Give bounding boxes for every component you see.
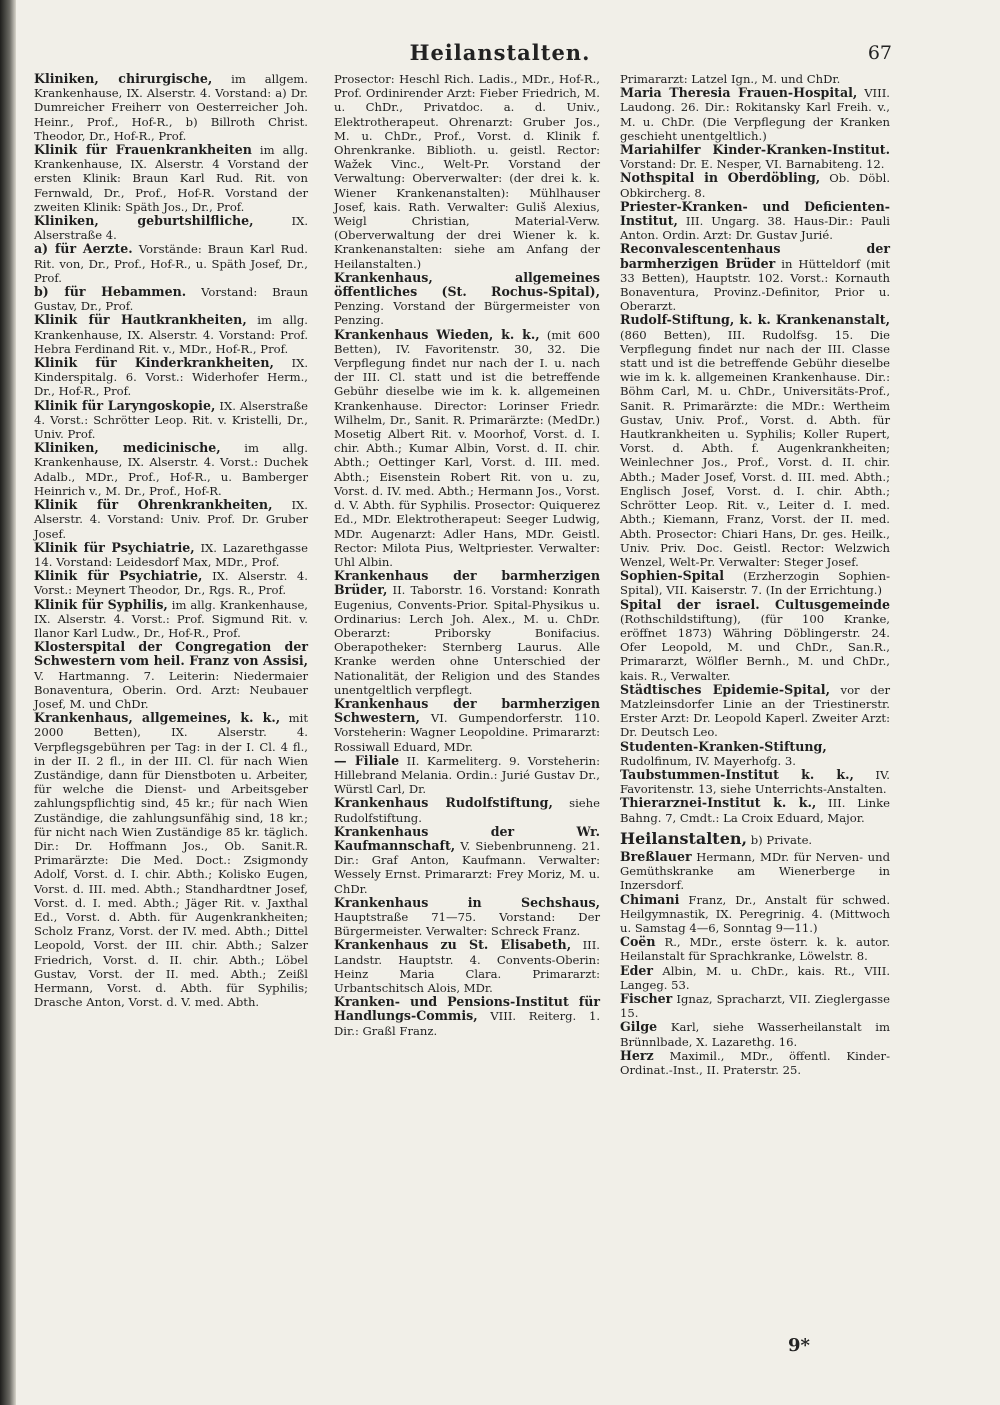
entry-heading: Krankenhaus Wieden, k. k.,: [334, 326, 540, 342]
directory-entry: [620, 683, 890, 740]
entry-text: Ob. Döbl. Obkircherg. 8.: [620, 171, 891, 200]
entry-heading: Krankenhaus, allgemeines öffentliches (St. Rochus-Spital),: [334, 269, 600, 300]
entry-text: Karl, siehe Wasserheilanstalt im Brünnlbade, X. Lazarethg. 16.: [620, 1020, 891, 1049]
entry-heading: Spital der israel. Cultusgemeinde: [620, 596, 890, 612]
directory-entry: [620, 850, 890, 893]
directory-entry: [620, 242, 890, 313]
entry-heading: Krankenhaus in Sechshaus,: [334, 894, 600, 910]
directory-entry: [620, 171, 890, 199]
entry-text: Vorstand: Dr. E. Nesper, VI. Barnabiteng. 12.: [620, 157, 885, 172]
directory-entry: [34, 399, 308, 442]
directory-entry: [34, 313, 308, 356]
entry-heading: Heilanstalten,: [620, 828, 748, 848]
directory-entry: [34, 214, 308, 242]
entry-text: III. Landstr. Hauptstr. 4. Convents-Oberin: Heinz Maria Clara. Primararzt: Urbantschitsch Alois, MDr.: [334, 938, 600, 995]
entry-text: III. Ungarg. 38. Haus-Dir.: Pauli Anton. Ordin. Arzt: Dr. Gustav Jurié.: [620, 214, 891, 243]
directory-entry: [334, 754, 600, 797]
entry-text: b) Private.: [750, 832, 813, 847]
entry-heading: Herz: [620, 1047, 654, 1063]
text-column-middle: [334, 72, 600, 1038]
directory-entry: [620, 768, 890, 796]
entry-text: IX. Alserstraße 4.: [34, 214, 309, 243]
directory-entry: [34, 356, 308, 399]
entry-heading: Städtisches Epidemie-Spital,: [620, 681, 830, 697]
entry-heading: Krankenhaus zu St. Elisabeth,: [334, 937, 572, 953]
directory-entry: [620, 740, 890, 768]
directory-entry: [34, 541, 308, 569]
directory-entry: [334, 697, 600, 754]
directory-entry: [620, 143, 890, 171]
entry-text: Vorstände: Braun Karl Rud. Rit. von, Dr., Prof., Hof-R., u. Späth Josef, Dr., Prof.: [34, 242, 308, 285]
entry-heading: Chimani: [620, 891, 680, 907]
directory-entry: [34, 72, 308, 143]
entry-text: im allg. Krankenhause, IX. Alserstr. 4. Vorst.: Duchek Adalb., MDr., Prof., Hof-R., u. Bamberger Heinrich v., M. Dr., Prof., Hof-R.: [34, 441, 308, 498]
entry-heading: Studenten-Kranken-Stiftung,: [620, 738, 827, 754]
directory-entry: [34, 711, 308, 1009]
entry-text: II. Karmeliterg. 9. Vorsteherin: Hillebrand Melania. Ordin.: Jurié Gustav Dr., Würstl Carl, Dr.: [334, 753, 600, 797]
text-column-left: [34, 72, 308, 1009]
entry-text: V. Hartmanng. 7. Leiterin: Niedermaier Bonaventura, Oberin. Ord. Arzt: Neubauer Josef, M. und ChDr.: [34, 668, 308, 711]
entry-heading: — Filiale: [334, 752, 400, 768]
entry-text: IX. Alserstraße 4. Vorst.: Schrötter Leop. Rit. v. Kristelli, Dr., Univ. Prof.: [34, 398, 308, 442]
entry-heading: Breßlauer: [620, 848, 692, 864]
directory-entry: [334, 271, 600, 328]
entry-heading: Priester-Kranken- und Deficienten-Institut,: [620, 198, 890, 229]
entry-heading: Reconvalescentenhaus der barmherzigen Brüder: [620, 241, 890, 271]
entry-heading: Krankenhaus der Wr. Kaufmannschaft,: [334, 823, 600, 853]
directory-entry: [620, 1020, 890, 1048]
directory-entry: [620, 598, 890, 683]
directory-entry: [334, 569, 600, 697]
entry-text: Penzing. Vorstand der Bürgermeister von Penzing.: [334, 299, 600, 328]
directory-entry: [34, 569, 308, 597]
entry-text: III. Linke Bahng. 7, Cmdt.: La Croix Eduard, Major.: [620, 796, 890, 825]
signature-mark: 9*: [788, 1335, 810, 1356]
entry-text: IV. Favoritenstr. 13, siehe Unterrichts-Anstalten.: [620, 767, 890, 797]
directory-entry: [334, 995, 600, 1038]
directory-entry: [620, 893, 890, 936]
entry-text: vor der Matzleinsdorfer Linie an der Triestinerstr. Erster Arzt: Dr. Leopold Kaperl. Zweiter Arzt: Dr. Deutsch Leo.: [620, 682, 890, 740]
entry-heading: Kranken- und Pensions-Institut für Handlungs-Commis,: [334, 994, 600, 1024]
book-gutter: [0, 0, 16, 1405]
entry-heading: Klinik für Frauenkrankheiten: [34, 142, 252, 158]
entry-text: V. Siebenbrunneng. 21. Dir.: Graf Anton, Kaufmann. Verwalter: Wessely Ernst. Primararzt: Frey Moriz, M. u. ChDr.: [334, 838, 601, 896]
directory-entry: [334, 938, 600, 995]
entry-heading: Krankenhaus Rudolfstiftung,: [334, 795, 553, 811]
entry-heading: Klinik für Ohrenkrankheiten,: [34, 497, 273, 513]
page-number: 67: [867, 42, 892, 64]
directory-entry: [34, 640, 308, 711]
entry-text: mit 2000 Betten), IX. Alserstr. 4. Verpflegsgebühren per Tag: in der I. Cl. 4 fl., in der II. 2 fl., in der III. Cl. für nach Wien Zuständige, dann für Dienstboten u. Arbeiter, für welche die Dienst- und Arbeitsgeber zahlungspflichtig sind, 45 kr.; für nach Wien Zuständige, die zahlungsunfähig sind, 18 kr.; für nicht nach Wien Zuständige 85 kr. täglich. Dir.: Dr. Hoffmann Jos., Ob. Sanit.R. Primarärzte: Die Med. Doct.: Zsigmondy Adolf, Vorst. d. I. chir. Abth.; Kolisko Eugen, Vorst. d. III. med. Abth.; Standhardtner Josef, Vorst. d. I. med. Abth.; Jäger Rit. v. Jaxthal Ed., Vorst. d. Abth. für Augenkrankheiten; Scholz Franz, Vorst. der IV. med. Abth.; Dittel Leopold, Vorst. der III. chir. Abth.; Salzer Friedrich, Vorst. d. II. chir. Abth.; Löbel Gustav, Vorst. der II. med. Abth.; Zeißl Hermann, Vorst. d. Abth. für Syphilis; Drasche Anton, Vorst. d. V. med. Abth.: [34, 711, 308, 1010]
entry-text: im allg. Krankenhause, IX. Alserstr. 4. Vorstand: Prof. Hebra Ferdinand Rit. v., MDr., Hof-R., Prof.: [34, 313, 308, 356]
entry-heading: Klosterspital der Congregation der Schwestern vom heil. Franz von Assisi,: [34, 639, 308, 669]
entry-heading: Mariahilfer Kinder-Kranken-Institut.: [620, 142, 890, 158]
directory-entry: [620, 964, 890, 992]
entry-heading: Maria Theresia Frauen-Hospital,: [620, 85, 858, 101]
entry-heading: Nothspital in Oberdöbling,: [620, 170, 821, 186]
directory-entry: [620, 569, 890, 597]
entry-heading: Kliniken, medicinische,: [34, 440, 221, 456]
directory-entry: [334, 796, 600, 824]
entry-heading: a) für Aerzte.: [34, 241, 133, 257]
entry-heading: b) für Hebammen.: [34, 284, 187, 300]
entry-text: VIII. Laudong. 26. Dir.: Rokitansky Karl Freih. v., M. u. ChDr. (Die Verpflegung der Kranken geschieht unentgeltlich.): [620, 86, 890, 143]
entry-heading: Thierarznei-Institut k. k.,: [620, 795, 817, 811]
entry-text: (860 Betten), III. Rudolfsg. 15. Die Verpflegung findet nur nach der III. Classe statt und ist die betreffende Gebühr dieselbe wie im k. k. allgemeinen Krankenhause. Dir.: Böhm Carl, M. u. ChDr., Universitäts-Prof., Sanit. R. Primarärzte: die MDr.: Wertheim Gustav, Univ. Prof., Vorst. d. Abth. für Hautkrankheiten u. Syphilis; Koller Rupert, Vorst. d. Abth. f. Augenkrankheiten; Weinlechner Jos., Prof., Vorst. d. II. chir. Abth.; Mader Josef, Vorst. d. III. med. Abth.; Englisch Josef, Vorst. d. I. chir. Abth.; Schrötter Leop. Rit. v., Leiter d. I. med. Abth.; Kiemann, Franz, Vorst. der II. med. Abth. Prosector: Chiari Hans, Dr. ges. Heilk., Univ. Priv. Doc. Geistl. Rector: Welzwich Wenzel, Welt-Pr. Verwalter: Steger Josef.: [620, 327, 890, 569]
entry-heading: Klinik für Laryngoskopie,: [34, 397, 216, 413]
entry-heading: Sophien-Spital: [620, 568, 725, 584]
entry-text: (mit 600 Betten), IV. Favoritenstr. 30, 32. Die Verpflegung findet nur nach der I. u. nach der III. Cl. statt und ist die betreffende Gebühr dieselbe wie im k. k. allgemeinen Krankenhause. Director: Lorinser Friedr. Wilhelm, Dr., Sanit. R. Primarärzte: (MedDr.) Mosetig Albert Rit. v. Moorhof, Vorst. d. I. chir. Abth.; Kumar Albin, Vorst. d. II. chir. Abth.; Oettinger Karl, Vorst. d. III. med. Abth.; Eisenstein Robert Rit. von u. zu, Vorst. d. IV. med. Abth.; Hermann Jos., Vorst. d. V. Abth. für Syphilis. Prosector: Quiquerez Ed., MDr. Elektrotherapeut: Seeger Ludwig, MDr. Augenarzt: Adler Hans, MDr. Geistl. Rector: Milota Pius, Weltpriester. Verwalter: Uhl Albin.: [334, 327, 600, 569]
entry-heading: Coën: [620, 934, 656, 950]
entry-heading: Eder: [620, 962, 654, 978]
text-column-right: [620, 72, 890, 1077]
entry-heading: Taubstummen-Institut k. k.,: [620, 766, 854, 782]
entry-text: im allg. Krankenhause, IX. Alserstr. 4. Vorst.: Prof. Sigmund Rit. v. Ilanor Karl Ludw., Dr., Hof-R., Prof.: [34, 597, 308, 640]
entry-text: Vorstand: Braun Gustav, Dr., Prof.: [34, 285, 309, 314]
section-heading: [620, 828, 890, 848]
directory-entry: [620, 200, 890, 243]
entry-heading: Fischer: [620, 991, 673, 1006]
entry-text: R., MDr., erste österr. k. k. autor. Heilanstalt für Sprachkranke, Löwelstr. 8.: [620, 935, 890, 964]
entry-heading: Klinik für Syphilis,: [34, 596, 168, 612]
entry-text: IX. Alserstr. 4. Vorst.: Meynert Theodor, Dr., Rgs. R., Prof.: [34, 569, 308, 598]
entry-text: Hermann, MDr. für Nerven- und Gemüthskranke am Wienerberge in Inzersdorf.: [620, 849, 891, 893]
directory-entry: [34, 285, 308, 313]
entry-text: Ignaz, Spracharzt, VII. Zieglergasse 15.: [620, 992, 890, 1021]
entry-heading: Klinik für Psychiatrie,: [34, 568, 203, 584]
directory-entry: [334, 896, 600, 939]
entry-text: IX. Alserstr. 4. Vorstand: Univ. Prof. Dr. Gruber Josef.: [34, 498, 308, 541]
entry-text: (Rothschildstiftung), (für 100 Kranke, eröffnet 1873) Währing Döblingerstr. 24. Ofer Leopold, M. und ChDr., San.R., Primararzt, Wölfler Bernh., M. und ChDr., kais. R., Verwalter.: [620, 611, 890, 683]
directory-entry: [334, 825, 600, 896]
entry-text: Franz, Dr., Anstalt für schwed. Heilgymnastik, IX. Peregrinig. 4. (Mittwoch u. Samstag 4—6, Sonntag 9—11.): [620, 892, 891, 935]
directory-entry: [34, 441, 308, 498]
running-header: [0, 40, 1000, 70]
directory-entry: [620, 796, 890, 824]
entry-heading: Krankenhaus, allgemeines, k. k.,: [34, 710, 281, 726]
entry-heading: Klinik für Kinderkrankheiten,: [34, 355, 274, 371]
directory-entry: [334, 72, 600, 271]
entry-text: IX. Lazarethgasse 14. Vorstand: Leidesdorf Max, MDr., Prof.: [34, 540, 308, 569]
entry-heading: Klinik für Psychiatrie,: [34, 539, 195, 555]
entry-heading: Rudolf-Stiftung, k. k. Krankenanstalt,: [620, 312, 890, 328]
entry-text: Maximil., MDr., öffentl. Kinder-Ordinat.-Inst., II. Praterstr. 25.: [620, 1048, 890, 1078]
entry-text: II. Taborstr. 16. Vorstand: Konrath Eugenius, Convents-Prior. Spital-Physikus u. Ordinarius: Lerch Joh. Alex., M. u. ChDr. Oberarzt: Priborsky Bonifacius. Oberapotheker: Sternberg Laurus. Alle Kranke werden ohne Unterschied der Nationalität, der Religion und des Standes unentgeltlich verpflegt.: [334, 583, 601, 697]
directory-entry: [34, 598, 308, 641]
directory-entry: [620, 1049, 890, 1077]
entry-text: (Erzherzogin Sophien-Spital), VII. Kaiserstr. 7. (In der Errichtung.): [620, 569, 890, 598]
directory-entry: [620, 86, 890, 143]
entry-text: IX. Kinderspitalg. 6. Vorst.: Widerhofer Herm., Dr., Hof-R., Prof.: [34, 356, 309, 399]
entry-text: VIII. Reiterg. 1. Dir.: Graßl Franz.: [334, 1009, 600, 1038]
entry-text: Primararzt: Latzel Ign., M. und ChDr.: [620, 72, 841, 86]
entry-text: Hauptstraße 71—75. Vorstand: Der Bürgermeister. Verwalter: Schreck Franz.: [334, 909, 600, 939]
directory-entry: [34, 498, 308, 541]
entry-heading: Kliniken, geburtshilfliche,: [34, 213, 254, 229]
entry-text: im allg. Krankenhause, IX. Alserstr. 4 Vorstand der ersten Klinik: Braun Karl Rud. Rit. von Fernwald, Dr., Prof., Hof-R. Vorstand der zweiten Klinik: Späth Jos., Dr., Prof.: [34, 143, 309, 214]
entry-heading: Gilge: [620, 1019, 658, 1035]
entry-heading: Klinik für Hautkrankheiten,: [34, 312, 247, 328]
directory-entry: [34, 143, 308, 214]
directory-entry: [620, 72, 890, 86]
entry-text: Albin, M. u. ChDr., kais. Rt., VIII. Langeg. 53.: [620, 963, 891, 992]
entry-text: im allgem. Krankenhause, IX. Alserstr. 4. Vorstand: a) Dr. Dumreicher Freiherr von Oesterreicher Joh. Heinr., Prof., Hof-R., b) Billroth Christ. Theodor, Dr., Hof-R., Prof.: [34, 72, 308, 143]
entry-text: Prosector: Heschl Rich. Ladis., MDr., Hof-R., Prof. Ordinirender Arzt: Fieber Friedrich, M. u. ChDr., Privatdoc. a. d. Univ., Elektrotherapeut. Ohrenarzt: Gruber Jos., M. u. ChDr., Prof., Vorst. d. Klinik f. Ohrenkranke. Biblioth. u. geistl. Rector: Wažek Vinc., Welt-Pr. Vorstand der Verwaltung: Oberverwalter: (der drei k. k. Wiener Krankenanstalten): Mühlhauser Josef, kais. Rath. Verwalter: Guliš Alexius, Weigl Christian, Material-Verw. (Oberverwaltung der drei Wiener k. k. Krankenanstalten: siehe am Anfang der Heilanstalten.): [334, 72, 600, 271]
directory-entry: [334, 328, 600, 569]
page-title: Heilanstalten.: [409, 40, 591, 65]
entry-heading: Krankenhaus der barmherzigen Brüder,: [334, 568, 600, 598]
directory-entry: [620, 935, 890, 963]
entry-heading: Krankenhaus der barmherzigen Schwestern,: [334, 695, 600, 726]
directory-entry: [34, 242, 308, 285]
entry-heading: Kliniken, chirurgische,: [34, 71, 213, 86]
entry-text: in Hütteldorf (mit 33 Betten), Hauptstr. 102. Vorst.: Kornauth Bonaventura, Provinz.-Definitor, Prior u. Oberarzt.: [620, 256, 890, 314]
directory-entry: [620, 313, 890, 569]
directory-entry: [620, 992, 890, 1020]
entry-text: siehe Rudolfstiftung.: [334, 796, 600, 825]
entry-text: Rudolfinum, IV. Mayerhofg. 3.: [620, 753, 796, 768]
entry-text: VI. Gumpendorferstr. 110. Vorsteherin: Wagner Leopoldine. Primararzt: Rossiwall Eduard, MDr.: [334, 711, 600, 754]
